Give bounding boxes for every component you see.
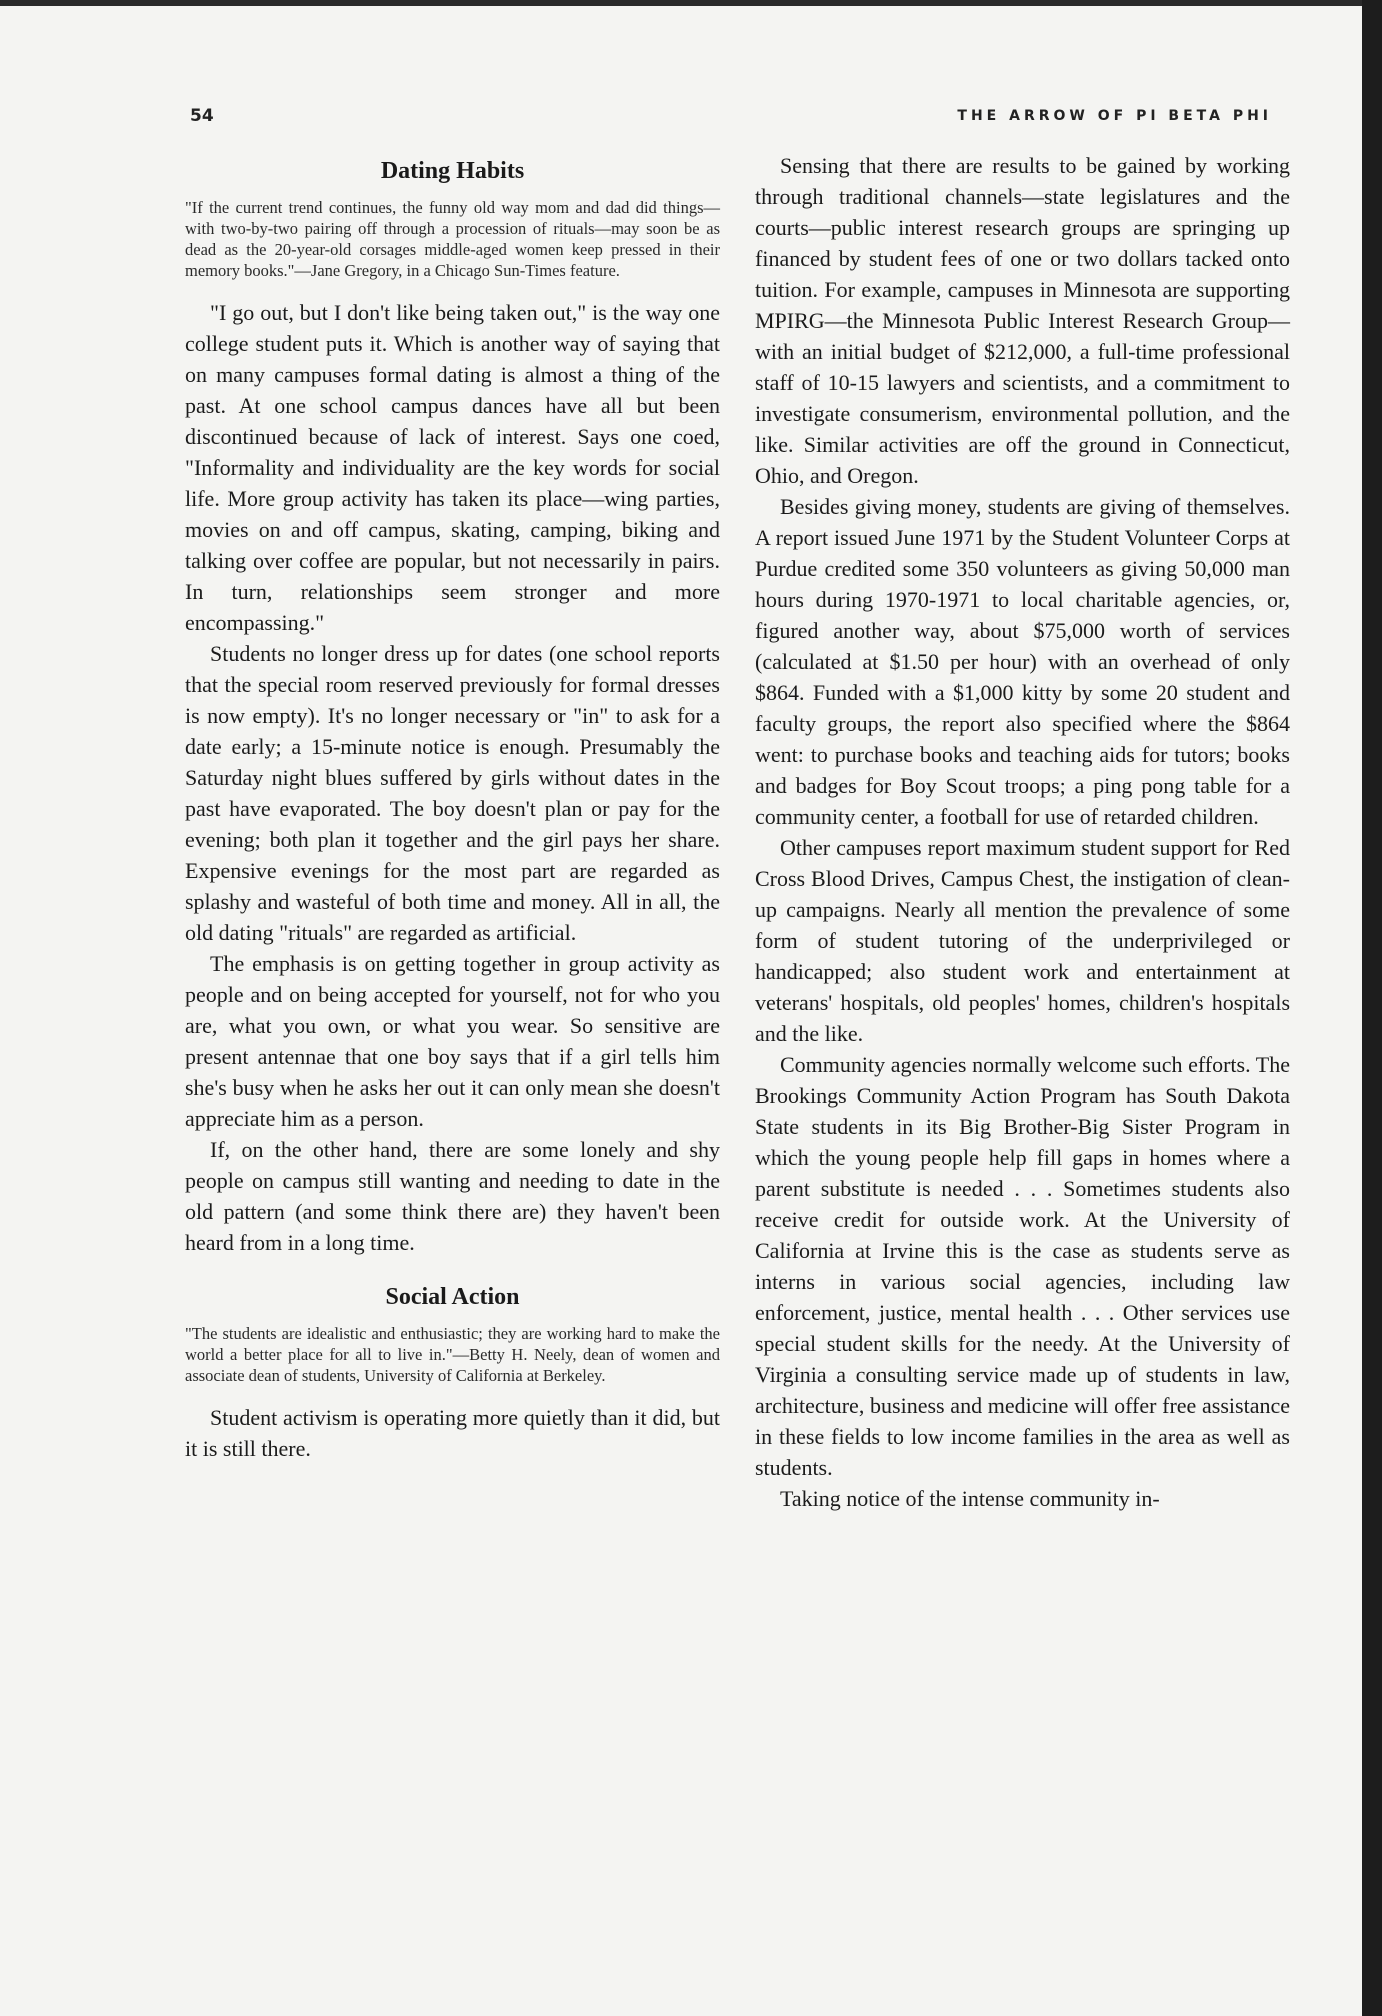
epigraph-social-action: "The students are idealistic and enthusiastic; they are working hard to make the world a better place for all to live in."—Betty H. Neely, dean of women and associate dean of students, University of California at Berkeley.	[185, 1324, 720, 1385]
paragraph: "I go out, but I don't like being taken out," is the way one college student puts it. Which is another way of saying that on many campuses formal dating is almost a thing of the past. At one school campus dances have all but been discontinued because of lack of interest. Says one coed, "Informality and individuality are the key words for social life. More group activity has taken its place—wing parties, movies on and off campus, skating, camping, biking and talking over coffee are popular, but not necessarily in pairs. In turn, relationships seem stronger and more encompassing."	[185, 300, 720, 635]
paragraph: Other campuses report maximum student support for Red Cross Blood Drives, Campus Chest, the instigation of clean-up campaigns. Nearly all mention the prevalence of some form of student tutoring of the underprivileged or handicapped; also student work and entertainment at veterans' hospitals, old peoples' homes, children's hospitals and the like.	[755, 835, 1290, 1046]
left-column	[185, 150, 720, 1464]
top-rule	[0, 0, 1362, 6]
paragraph: Student activism is operating more quietly than it did, but it is still there.	[185, 1405, 720, 1461]
paragraph: Sensing that there are results to be gained by working through traditional channels—state legislatures and the courts—public interest research groups are springing up financed by student fees of one or two dollars tacked onto tuition. For example, campuses in Minnesota are supporting MPIRG—the Minnesota Public Interest Research Group—with an initial budget of $212,000, a full-time professional staff of 10-15 lawyers and scientists, and a commitment to investigate consumerism, environmental pollution, and the like. Similar activities are off the ground in Connecticut, Ohio, and Oregon.	[755, 153, 1290, 488]
paragraph: Besides giving money, students are giving of themselves. A report issued June 1971 by the Student Volunteer Corps at Purdue credited some 350 volunteers as giving 50,000 man hours during 1970-1971 to local charitable agencies, or, figured another way, about $75,000 worth of services (calculated at $1.50 per hour) with an overhead of only $864. Funded with a $1,000 kitty by some 20 student and faculty groups, the report also specified where the $864 went: to purchase books and teaching aids for tutors; books and badges for Boy Scout troops; a ping pong table for a community center, a football for use of retarded children.	[755, 494, 1290, 829]
epigraph-dating-habits: "If the current trend continues, the funny old way mom and dad did things—with two-by-two pairing off through a procession of rituals—may soon be as dead as the 20-year-old corsages middle-aged women keep pressed in their memory books."—Jane Gregory, in a Chicago Sun-Times feature.	[185, 198, 720, 280]
paragraph: Community agencies normally welcome such efforts. The Brookings Community Action Program has South Dakota State students in its Big Brother-Big Sister Program in which the young people help fill gaps in homes where a parent substitute is needed . . . Sometimes students also receive credit for outside work. At the University of California at Irvine this is the case as students serve as interns in various social agencies, including law enforcement, justice, mental health . . . Other services use special student skills for the needy. At the University of Virginia a consulting service made up of students in law, architecture, business and medicine will offer free assistance in these fields to low income families in the area as well as students.	[755, 1052, 1290, 1480]
paragraph: If, on the other hand, there are some lonely and shy people on campus still wanting and needing to date in the old pattern (and some think there are) they haven't been heard from in a long time.	[185, 1137, 720, 1255]
scan-edge	[1362, 0, 1382, 2016]
section-heading-dating-habits: Dating Habits	[380, 158, 525, 184]
right-column	[755, 150, 1290, 1514]
page-number: 54	[190, 106, 214, 126]
section-heading-social-action: Social Action	[385, 1284, 520, 1310]
paragraph: Students no longer dress up for dates (one school reports that the special room reserved previously for formal dresses is now empty). It's no longer necessary or "in" to ask for a date early; a 15-minute notice is enough. Presumably the Saturday night blues suffered by girls without dates in the past have evaporated. The boy doesn't plan or pay for the evening; both plan it together and the girl pays her share. Expensive evenings for the most part are regarded as splashy and wasteful of both time and money. All in all, the old dating "rituals" are regarded as artificial.	[185, 641, 720, 945]
running-head: THE ARROW OF PI BETA PHI	[957, 108, 1272, 124]
paragraph: Taking notice of the intense community in-	[780, 1486, 1160, 1511]
paragraph: The emphasis is on getting together in group activity as people and on being accepted for yourself, not for who you are, what you own, or what you wear. So sensitive are present antennae that one boy says that if a girl tells him she's busy when he asks her out it can only mean she doesn't appreciate him as a person.	[185, 951, 720, 1131]
